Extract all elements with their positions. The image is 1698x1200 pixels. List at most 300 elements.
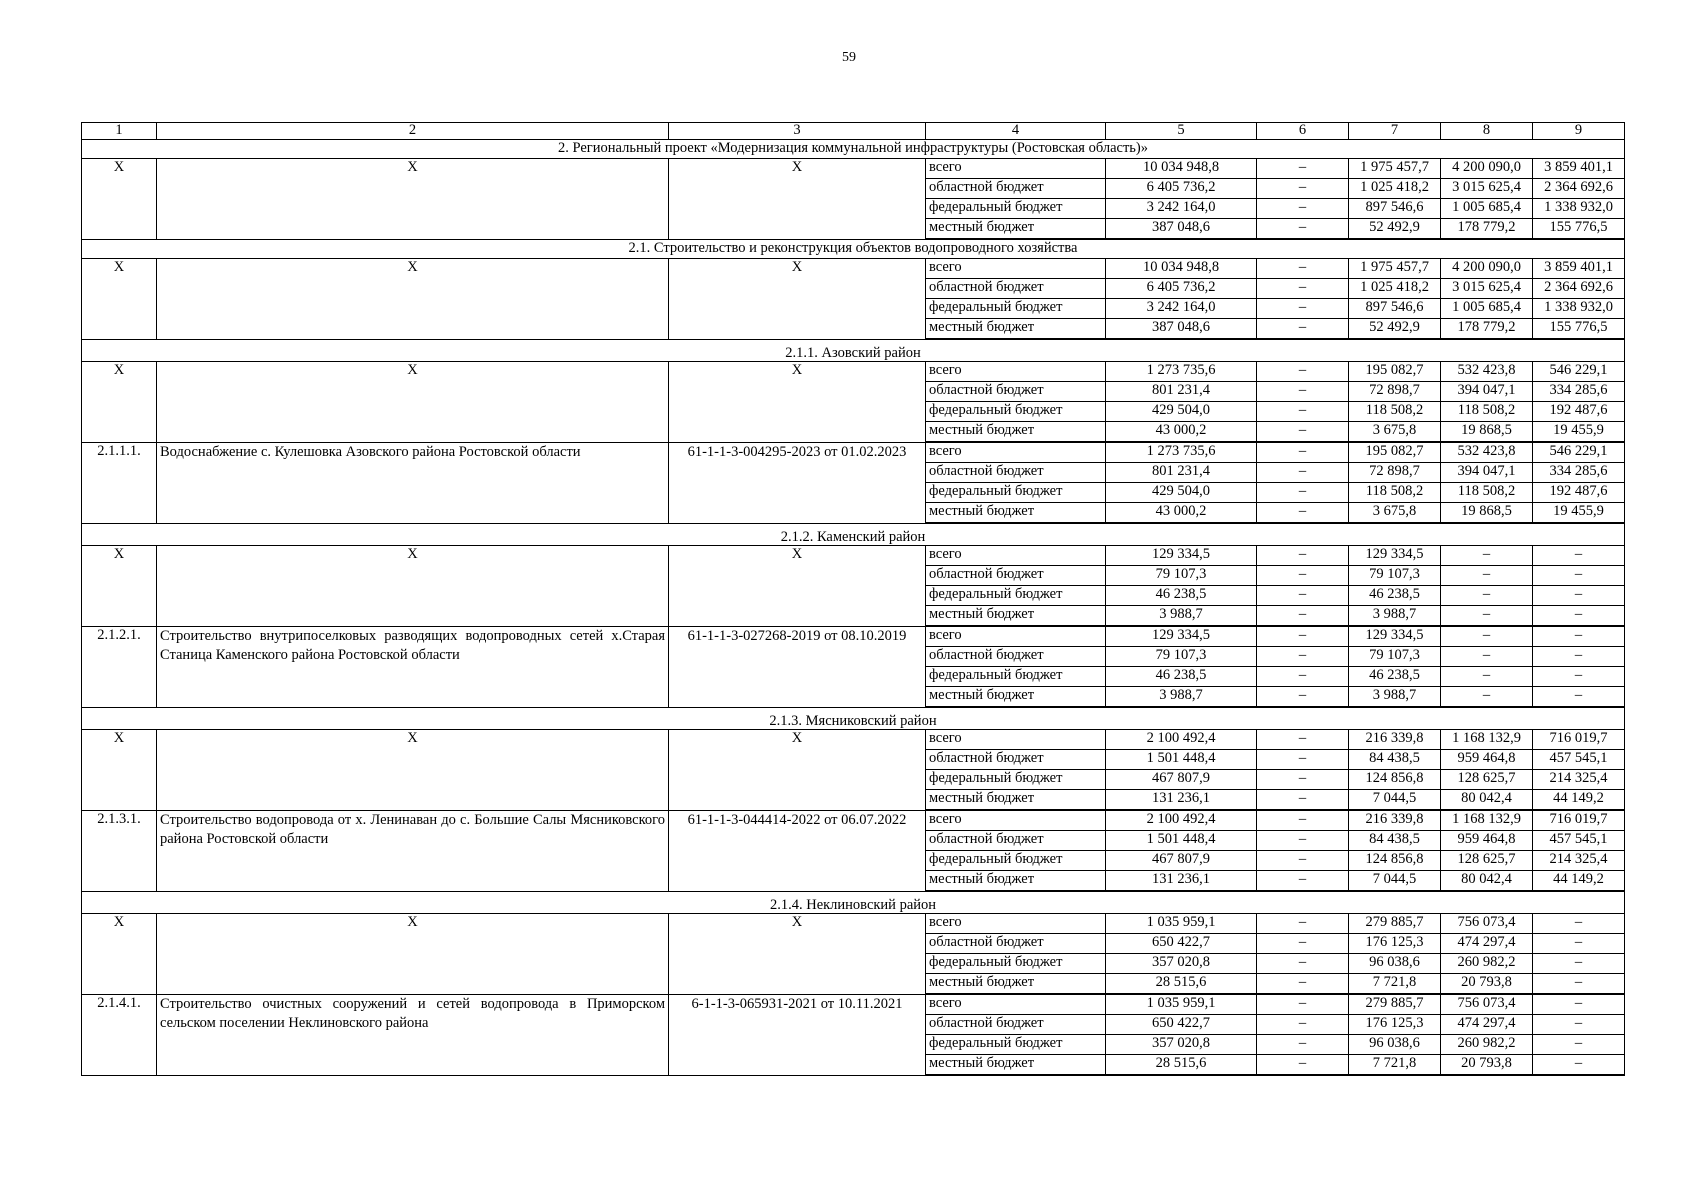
value-col7: 1 975 457,7 <box>1349 159 1441 179</box>
budget-source: местный бюджет <box>926 871 1106 892</box>
budget-source: местный бюджет <box>926 1055 1106 1076</box>
item-name: Х <box>157 730 669 811</box>
value-col8: – <box>1441 546 1533 566</box>
value-col8: 128 625,7 <box>1441 770 1533 790</box>
total-value: 387 048,6 <box>1106 319 1257 340</box>
total-value: 2 100 492,4 <box>1106 810 1257 831</box>
value-col7: 1 025 418,2 <box>1349 279 1441 299</box>
value-col9: 44 149,2 <box>1533 871 1625 892</box>
value-col7: 46 238,5 <box>1349 586 1441 606</box>
section-title-row <box>82 140 1625 159</box>
column-number: 1 <box>82 123 157 140</box>
budget-source: всего <box>926 159 1106 179</box>
total-value: 357 020,8 <box>1106 954 1257 974</box>
value-col6: – <box>1257 382 1349 402</box>
budget-source: областной бюджет <box>926 566 1106 586</box>
value-col9: 716 019,7 <box>1533 730 1625 750</box>
value-col6: – <box>1257 279 1349 299</box>
value-col9: 546 229,1 <box>1533 442 1625 463</box>
budget-source: местный бюджет <box>926 687 1106 708</box>
value-col6: – <box>1257 546 1349 566</box>
value-col9: 1 338 932,0 <box>1533 299 1625 319</box>
item-number: 2.1.2.1. <box>82 626 157 707</box>
item-code: 61-1-1-3-027268-2019 от 08.10.2019 <box>669 626 926 707</box>
value-col6: – <box>1257 199 1349 219</box>
value-col6: – <box>1257 503 1349 524</box>
budget-source: областной бюджет <box>926 1015 1106 1035</box>
budget-source: местный бюджет <box>926 606 1106 627</box>
value-col9: – <box>1533 1015 1625 1035</box>
section-title: 2.1.1. Азовский район <box>82 339 1625 362</box>
budget-source: федеральный бюджет <box>926 299 1106 319</box>
value-col8: 3 015 625,4 <box>1441 179 1533 199</box>
value-col7: 1 025 418,2 <box>1349 179 1441 199</box>
value-col7: 216 339,8 <box>1349 730 1441 750</box>
item-number: Х <box>82 546 157 627</box>
value-col9: 44 149,2 <box>1533 790 1625 811</box>
value-col6: – <box>1257 831 1349 851</box>
table-row <box>82 994 1625 1015</box>
value-col9: 457 545,1 <box>1533 750 1625 770</box>
value-col7: 52 492,9 <box>1349 319 1441 340</box>
total-value: 467 807,9 <box>1106 770 1257 790</box>
item-name: Строительство водопровода от х. Ленинаван до с. Большие Салы Мясниковского района Ростовской области <box>157 810 669 891</box>
value-col8: 80 042,4 <box>1441 871 1533 892</box>
budget-source: областной бюджет <box>926 463 1106 483</box>
column-number: 9 <box>1533 123 1625 140</box>
total-value: 387 048,6 <box>1106 219 1257 240</box>
budget-source: всего <box>926 810 1106 831</box>
value-col7: 897 546,6 <box>1349 199 1441 219</box>
value-col6: – <box>1257 1055 1349 1076</box>
value-col9: – <box>1533 566 1625 586</box>
total-value: 467 807,9 <box>1106 851 1257 871</box>
section-title: 2.1.3. Мясниковский район <box>82 707 1625 730</box>
value-col7: 3 675,8 <box>1349 503 1441 524</box>
item-number: 2.1.3.1. <box>82 810 157 891</box>
budget-source: местный бюджет <box>926 319 1106 340</box>
value-col7: 195 082,7 <box>1349 442 1441 463</box>
value-col9: 334 285,6 <box>1533 382 1625 402</box>
budget-source: областной бюджет <box>926 831 1106 851</box>
value-col7: 3 675,8 <box>1349 422 1441 443</box>
value-col9: – <box>1533 954 1625 974</box>
item-name: Х <box>157 159 669 240</box>
value-col7: 195 082,7 <box>1349 362 1441 382</box>
value-col7: 72 898,7 <box>1349 382 1441 402</box>
value-col9: – <box>1533 934 1625 954</box>
value-col7: 279 885,7 <box>1349 994 1441 1015</box>
total-value: 79 107,3 <box>1106 647 1257 667</box>
column-number: 8 <box>1441 123 1533 140</box>
total-value: 10 034 948,8 <box>1106 159 1257 179</box>
value-col6: – <box>1257 687 1349 708</box>
item-code: Х <box>669 914 926 995</box>
value-col8: 532 423,8 <box>1441 442 1533 463</box>
value-col6: – <box>1257 626 1349 647</box>
value-col8: – <box>1441 667 1533 687</box>
value-col6: – <box>1257 259 1349 279</box>
value-col6: – <box>1257 362 1349 382</box>
value-col9: 334 285,6 <box>1533 463 1625 483</box>
total-value: 801 231,4 <box>1106 382 1257 402</box>
value-col8: – <box>1441 566 1533 586</box>
value-col6: – <box>1257 159 1349 179</box>
total-value: 6 405 736,2 <box>1106 179 1257 199</box>
value-col6: – <box>1257 730 1349 750</box>
value-col9: – <box>1533 606 1625 627</box>
budget-source: местный бюджет <box>926 790 1106 811</box>
budget-source: областной бюджет <box>926 382 1106 402</box>
total-value: 429 504,0 <box>1106 483 1257 503</box>
total-value: 801 231,4 <box>1106 463 1257 483</box>
item-number: Х <box>82 730 157 811</box>
value-col9: 214 325,4 <box>1533 851 1625 871</box>
total-value: 131 236,1 <box>1106 871 1257 892</box>
total-value: 131 236,1 <box>1106 790 1257 811</box>
value-col8: 19 868,5 <box>1441 422 1533 443</box>
value-col7: 129 334,5 <box>1349 546 1441 566</box>
total-value: 357 020,8 <box>1106 1035 1257 1055</box>
total-value: 1 501 448,4 <box>1106 750 1257 770</box>
budget-source: всего <box>926 730 1106 750</box>
section-title: 2.1.4. Неклиновский район <box>82 891 1625 914</box>
item-number: Х <box>82 259 157 340</box>
section-title-row <box>82 239 1625 259</box>
value-col6: – <box>1257 934 1349 954</box>
value-col9: 214 325,4 <box>1533 770 1625 790</box>
value-col6: – <box>1257 1035 1349 1055</box>
value-col8: – <box>1441 647 1533 667</box>
table-row <box>82 442 1625 463</box>
budget-source: областной бюджет <box>926 279 1106 299</box>
value-col9: 716 019,7 <box>1533 810 1625 831</box>
budget-source: местный бюджет <box>926 422 1106 443</box>
value-col6: – <box>1257 1015 1349 1035</box>
value-col8: 20 793,8 <box>1441 1055 1533 1076</box>
value-col8: 118 508,2 <box>1441 402 1533 422</box>
value-col6: – <box>1257 219 1349 240</box>
column-number: 2 <box>157 123 669 140</box>
value-col8: 474 297,4 <box>1441 934 1533 954</box>
value-col6: – <box>1257 871 1349 892</box>
value-col6: – <box>1257 463 1349 483</box>
item-code: 61-1-1-3-004295-2023 от 01.02.2023 <box>669 442 926 523</box>
value-col9: 457 545,1 <box>1533 831 1625 851</box>
value-col7: 118 508,2 <box>1349 402 1441 422</box>
budget-source: федеральный бюджет <box>926 667 1106 687</box>
total-value: 650 422,7 <box>1106 934 1257 954</box>
value-col9: – <box>1533 687 1625 708</box>
value-col8: 1 168 132,9 <box>1441 730 1533 750</box>
total-value: 3 242 164,0 <box>1106 299 1257 319</box>
value-col7: 1 975 457,7 <box>1349 259 1441 279</box>
value-col8: 1 005 685,4 <box>1441 299 1533 319</box>
value-col6: – <box>1257 851 1349 871</box>
budget-source: федеральный бюджет <box>926 770 1106 790</box>
value-col6: – <box>1257 974 1349 995</box>
budget-source: областной бюджет <box>926 179 1106 199</box>
value-col9: – <box>1533 914 1625 934</box>
budget-source: местный бюджет <box>926 503 1106 524</box>
value-col6: – <box>1257 750 1349 770</box>
budget-source: федеральный бюджет <box>926 199 1106 219</box>
item-number: 2.1.1.1. <box>82 442 157 523</box>
budget-source: местный бюджет <box>926 974 1106 995</box>
value-col8: 20 793,8 <box>1441 974 1533 995</box>
total-value: 79 107,3 <box>1106 566 1257 586</box>
item-name: Х <box>157 546 669 627</box>
value-col8: 756 073,4 <box>1441 994 1533 1015</box>
column-number: 3 <box>669 123 926 140</box>
value-col7: 118 508,2 <box>1349 483 1441 503</box>
value-col7: 3 988,7 <box>1349 687 1441 708</box>
value-col8: 80 042,4 <box>1441 790 1533 811</box>
section-title: 2. Региональный проект «Модернизация коммунальной инфраструктуры (Ростовская область)» <box>82 140 1625 159</box>
value-col9: 546 229,1 <box>1533 362 1625 382</box>
total-value: 46 238,5 <box>1106 586 1257 606</box>
value-col7: 7 044,5 <box>1349 790 1441 811</box>
budget-source: всего <box>926 362 1106 382</box>
value-col6: – <box>1257 914 1349 934</box>
budget-source: федеральный бюджет <box>926 954 1106 974</box>
value-col8: 260 982,2 <box>1441 954 1533 974</box>
value-col8: 394 047,1 <box>1441 463 1533 483</box>
total-value: 3 988,7 <box>1106 687 1257 708</box>
value-col8: 474 297,4 <box>1441 1015 1533 1035</box>
value-col7: 7 721,8 <box>1349 974 1441 995</box>
value-col7: 79 107,3 <box>1349 566 1441 586</box>
budget-source: всего <box>926 546 1106 566</box>
total-value: 10 034 948,8 <box>1106 259 1257 279</box>
value-col6: – <box>1257 299 1349 319</box>
value-col7: 79 107,3 <box>1349 647 1441 667</box>
value-col6: – <box>1257 483 1349 503</box>
value-col9: 2 364 692,6 <box>1533 279 1625 299</box>
value-col8: – <box>1441 606 1533 627</box>
value-col7: 96 038,6 <box>1349 954 1441 974</box>
section-title: 2.1.2. Каменский район <box>82 523 1625 546</box>
table-row <box>82 259 1625 279</box>
value-col7: 84 438,5 <box>1349 750 1441 770</box>
item-code: Х <box>669 730 926 811</box>
total-value: 3 242 164,0 <box>1106 199 1257 219</box>
value-col9: 155 776,5 <box>1533 219 1625 240</box>
value-col6: – <box>1257 442 1349 463</box>
item-code: Х <box>669 259 926 340</box>
budget-source: федеральный бюджет <box>926 402 1106 422</box>
total-value: 3 988,7 <box>1106 606 1257 627</box>
value-col9: – <box>1533 974 1625 995</box>
value-col6: – <box>1257 586 1349 606</box>
value-col9: 19 455,9 <box>1533 503 1625 524</box>
section-title-row <box>82 891 1625 914</box>
value-col9: 3 859 401,1 <box>1533 159 1625 179</box>
value-col8: – <box>1441 626 1533 647</box>
value-col6: – <box>1257 790 1349 811</box>
value-col6: – <box>1257 402 1349 422</box>
table-row <box>82 810 1625 831</box>
value-col8: 394 047,1 <box>1441 382 1533 402</box>
item-code: Х <box>669 159 926 240</box>
total-value: 1 273 735,6 <box>1106 362 1257 382</box>
value-col9: 19 455,9 <box>1533 422 1625 443</box>
value-col9: – <box>1533 1035 1625 1055</box>
value-col8: 959 464,8 <box>1441 831 1533 851</box>
total-value: 650 422,7 <box>1106 1015 1257 1035</box>
item-name: Строительство внутрипоселковых разводящих водопроводных сетей х.Старая Станица Каменского района Ростовской области <box>157 626 669 707</box>
total-value: 28 515,6 <box>1106 1055 1257 1076</box>
value-col7: 3 988,7 <box>1349 606 1441 627</box>
value-col7: 72 898,7 <box>1349 463 1441 483</box>
budget-source: федеральный бюджет <box>926 483 1106 503</box>
value-col8: – <box>1441 586 1533 606</box>
value-col6: – <box>1257 566 1349 586</box>
budget-source: всего <box>926 914 1106 934</box>
value-col6: – <box>1257 606 1349 627</box>
budget-source: всего <box>926 259 1106 279</box>
budget-source: областной бюджет <box>926 750 1106 770</box>
total-value: 6 405 736,2 <box>1106 279 1257 299</box>
value-col9: – <box>1533 586 1625 606</box>
value-col6: – <box>1257 770 1349 790</box>
item-code: 6-1-1-3-065931-2021 от 10.11.2021 <box>669 994 926 1075</box>
section-title: 2.1. Строительство и реконструкция объектов водопроводного хозяйства <box>82 239 1625 259</box>
budget-source: всего <box>926 626 1106 647</box>
funding-table <box>81 122 1625 1076</box>
total-value: 28 515,6 <box>1106 974 1257 995</box>
value-col8: 19 868,5 <box>1441 503 1533 524</box>
budget-source: всего <box>926 442 1106 463</box>
value-col9: 192 487,6 <box>1533 483 1625 503</box>
item-name: Х <box>157 914 669 995</box>
total-value: 2 100 492,4 <box>1106 730 1257 750</box>
table-row <box>82 362 1625 382</box>
item-name: Х <box>157 259 669 340</box>
value-col8: 4 200 090,0 <box>1441 259 1533 279</box>
value-col8: 178 779,2 <box>1441 319 1533 340</box>
item-number: Х <box>82 362 157 443</box>
item-name: Водоснабжение с. Кулешовка Азовского района Ростовской области <box>157 442 669 523</box>
column-number-row <box>82 123 1625 140</box>
item-name: Строительство очистных сооружений и сетей водопровода в Приморском сельском поселении Неклиновского района <box>157 994 669 1075</box>
value-col9: 3 859 401,1 <box>1533 259 1625 279</box>
budget-source: федеральный бюджет <box>926 1035 1106 1055</box>
value-col7: 176 125,3 <box>1349 1015 1441 1035</box>
table-row <box>82 546 1625 566</box>
value-col7: 897 546,6 <box>1349 299 1441 319</box>
value-col6: – <box>1257 994 1349 1015</box>
budget-source: областной бюджет <box>926 647 1106 667</box>
value-col8: 532 423,8 <box>1441 362 1533 382</box>
table-row <box>82 730 1625 750</box>
section-title-row <box>82 707 1625 730</box>
budget-source: федеральный бюджет <box>926 586 1106 606</box>
value-col9: – <box>1533 647 1625 667</box>
value-col7: 129 334,5 <box>1349 626 1441 647</box>
budget-source: всего <box>926 994 1106 1015</box>
table-row <box>82 626 1625 647</box>
total-value: 1 035 959,1 <box>1106 994 1257 1015</box>
value-col6: – <box>1257 667 1349 687</box>
total-value: 129 334,5 <box>1106 546 1257 566</box>
value-col8: 959 464,8 <box>1441 750 1533 770</box>
value-col9: – <box>1533 994 1625 1015</box>
budget-source: федеральный бюджет <box>926 851 1106 871</box>
table-row <box>82 159 1625 179</box>
value-col6: – <box>1257 319 1349 340</box>
value-col7: 84 438,5 <box>1349 831 1441 851</box>
budget-source: местный бюджет <box>926 219 1106 240</box>
value-col7: 124 856,8 <box>1349 770 1441 790</box>
total-value: 429 504,0 <box>1106 402 1257 422</box>
value-col7: 7 044,5 <box>1349 871 1441 892</box>
value-col8: 4 200 090,0 <box>1441 159 1533 179</box>
value-col6: – <box>1257 810 1349 831</box>
value-col8: 756 073,4 <box>1441 914 1533 934</box>
value-col9: 1 338 932,0 <box>1533 199 1625 219</box>
value-col8: – <box>1441 687 1533 708</box>
value-col9: 2 364 692,6 <box>1533 179 1625 199</box>
value-col6: – <box>1257 647 1349 667</box>
value-col7: 96 038,6 <box>1349 1035 1441 1055</box>
item-number: 2.1.4.1. <box>82 994 157 1075</box>
total-value: 43 000,2 <box>1106 503 1257 524</box>
item-number: Х <box>82 159 157 240</box>
value-col9: – <box>1533 626 1625 647</box>
value-col7: 52 492,9 <box>1349 219 1441 240</box>
section-title-row <box>82 523 1625 546</box>
section-title-row <box>82 339 1625 362</box>
total-value: 1 273 735,6 <box>1106 442 1257 463</box>
value-col7: 176 125,3 <box>1349 934 1441 954</box>
table-row <box>82 914 1625 934</box>
item-name: Х <box>157 362 669 443</box>
total-value: 1 035 959,1 <box>1106 914 1257 934</box>
value-col7: 46 238,5 <box>1349 667 1441 687</box>
value-col6: – <box>1257 954 1349 974</box>
item-number: Х <box>82 914 157 995</box>
total-value: 1 501 448,4 <box>1106 831 1257 851</box>
value-col9: 155 776,5 <box>1533 319 1625 340</box>
value-col8: 178 779,2 <box>1441 219 1533 240</box>
total-value: 46 238,5 <box>1106 667 1257 687</box>
column-number: 5 <box>1106 123 1257 140</box>
column-number: 7 <box>1349 123 1441 140</box>
value-col9: – <box>1533 546 1625 566</box>
page-number: 59 <box>842 50 856 65</box>
value-col7: 124 856,8 <box>1349 851 1441 871</box>
value-col7: 216 339,8 <box>1349 810 1441 831</box>
value-col9: 192 487,6 <box>1533 402 1625 422</box>
budget-source: областной бюджет <box>926 934 1106 954</box>
value-col8: 128 625,7 <box>1441 851 1533 871</box>
value-col7: 279 885,7 <box>1349 914 1441 934</box>
value-col8: 118 508,2 <box>1441 483 1533 503</box>
value-col8: 1 168 132,9 <box>1441 810 1533 831</box>
value-col7: 7 721,8 <box>1349 1055 1441 1076</box>
value-col6: – <box>1257 422 1349 443</box>
value-col9: – <box>1533 667 1625 687</box>
column-number: 6 <box>1257 123 1349 140</box>
item-code: 61-1-1-3-044414-2022 от 06.07.2022 <box>669 810 926 891</box>
item-code: Х <box>669 546 926 627</box>
item-code: Х <box>669 362 926 443</box>
value-col8: 1 005 685,4 <box>1441 199 1533 219</box>
value-col6: – <box>1257 179 1349 199</box>
column-number: 4 <box>926 123 1106 140</box>
total-value: 129 334,5 <box>1106 626 1257 647</box>
